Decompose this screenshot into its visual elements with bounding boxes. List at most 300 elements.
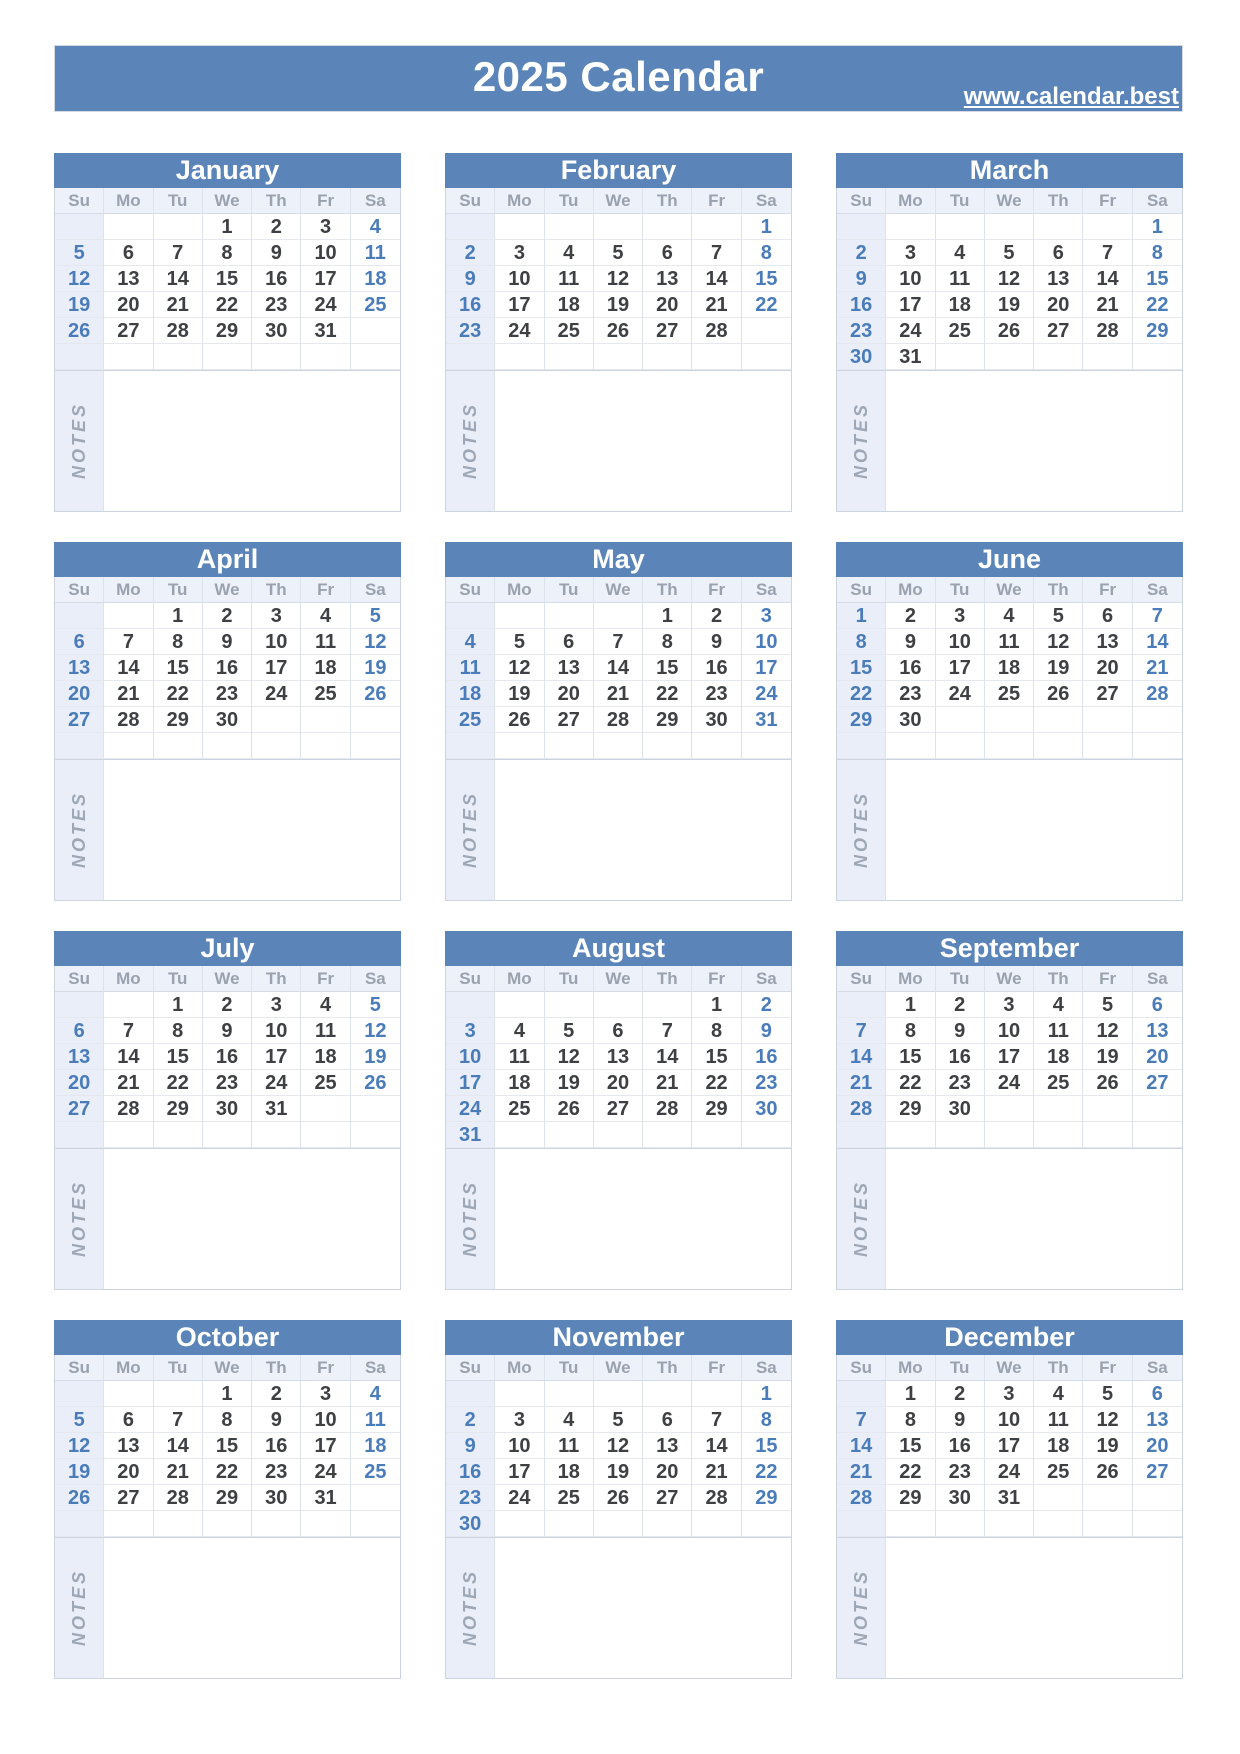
day-header-mo: Mo	[104, 577, 153, 603]
day-cell: 27	[1034, 318, 1083, 344]
day-cell: 21	[1083, 292, 1132, 318]
day-cell: 15	[203, 266, 252, 292]
empty-cell	[594, 344, 643, 370]
empty-cell	[55, 603, 104, 629]
day-cell: 15	[886, 1433, 935, 1459]
day-cell: 14	[837, 1044, 886, 1070]
day-header-su: Su	[837, 188, 886, 214]
day-cell: 30	[203, 1096, 252, 1122]
day-cell: 13	[1083, 629, 1132, 655]
empty-cell	[886, 214, 935, 240]
day-cell: 15	[154, 1044, 203, 1070]
day-cell: 21	[837, 1459, 886, 1485]
empty-cell	[545, 214, 594, 240]
day-cell: 13	[104, 1433, 153, 1459]
month-day-grid	[836, 188, 1183, 371]
day-header-fr: Fr	[1083, 966, 1132, 992]
day-cell: 18	[446, 681, 495, 707]
month-day-grid	[54, 577, 401, 760]
day-cell: 27	[594, 1096, 643, 1122]
day-cell: 12	[55, 1433, 104, 1459]
day-cell: 7	[1083, 240, 1132, 266]
day-cell: 14	[1133, 629, 1182, 655]
day-cell: 11	[545, 266, 594, 292]
day-cell: 26	[594, 1485, 643, 1511]
day-cell: 19	[594, 292, 643, 318]
day-cell: 23	[692, 681, 741, 707]
day-cell: 26	[351, 681, 400, 707]
empty-cell	[1083, 1511, 1132, 1537]
day-cell: 23	[936, 1459, 985, 1485]
empty-cell	[643, 1381, 692, 1407]
notes-label: NOTES	[850, 402, 871, 480]
day-cell: 10	[742, 629, 791, 655]
day-header-su: Su	[446, 966, 495, 992]
day-cell: 11	[301, 1018, 350, 1044]
day-cell: 10	[985, 1407, 1034, 1433]
day-cell: 31	[742, 707, 791, 733]
day-cell: 28	[692, 1485, 741, 1511]
day-header-su: Su	[446, 577, 495, 603]
day-cell: 27	[104, 318, 153, 344]
empty-cell	[545, 1511, 594, 1537]
day-header-sa: Sa	[351, 577, 400, 603]
empty-cell	[252, 707, 301, 733]
day-header-tu: Tu	[154, 577, 203, 603]
notes-area	[495, 760, 791, 900]
empty-cell	[495, 214, 544, 240]
month-title: August	[445, 931, 792, 966]
day-cell: 7	[154, 240, 203, 266]
day-cell: 13	[545, 655, 594, 681]
empty-cell	[1034, 344, 1083, 370]
day-cell: 17	[495, 292, 544, 318]
day-cell: 11	[1034, 1018, 1083, 1044]
day-cell: 16	[203, 655, 252, 681]
day-cell: 21	[692, 1459, 741, 1485]
day-cell: 21	[692, 292, 741, 318]
empty-cell	[55, 344, 104, 370]
empty-cell	[594, 603, 643, 629]
day-cell: 28	[692, 318, 741, 344]
day-cell: 2	[936, 1381, 985, 1407]
day-header-fr: Fr	[692, 577, 741, 603]
empty-cell	[104, 733, 153, 759]
empty-cell	[351, 344, 400, 370]
empty-cell	[1083, 707, 1132, 733]
day-cell: 21	[837, 1070, 886, 1096]
month-title: March	[836, 153, 1183, 188]
day-cell: 8	[643, 629, 692, 655]
day-cell: 14	[692, 1433, 741, 1459]
day-cell: 23	[886, 681, 935, 707]
day-cell: 3	[495, 1407, 544, 1433]
day-cell: 3	[446, 1018, 495, 1044]
day-cell: 13	[643, 1433, 692, 1459]
day-cell: 8	[886, 1018, 935, 1044]
empty-cell	[104, 1122, 153, 1148]
day-cell: 6	[55, 1018, 104, 1044]
day-header-th: Th	[252, 188, 301, 214]
empty-cell	[351, 1096, 400, 1122]
empty-cell	[742, 318, 791, 344]
empty-cell	[446, 603, 495, 629]
day-cell: 9	[742, 1018, 791, 1044]
day-cell: 15	[742, 266, 791, 292]
empty-cell	[692, 1381, 741, 1407]
notes-area	[104, 371, 400, 511]
day-header-we: We	[594, 1355, 643, 1381]
day-cell: 23	[742, 1070, 791, 1096]
day-cell: 10	[252, 1018, 301, 1044]
day-header-mo: Mo	[104, 1355, 153, 1381]
day-cell: 24	[495, 1485, 544, 1511]
empty-cell	[351, 707, 400, 733]
day-cell: 21	[643, 1070, 692, 1096]
day-cell: 24	[495, 318, 544, 344]
day-cell: 12	[1034, 629, 1083, 655]
empty-cell	[495, 1122, 544, 1148]
day-cell: 19	[1083, 1433, 1132, 1459]
day-cell: 12	[1083, 1407, 1132, 1433]
empty-cell	[643, 344, 692, 370]
notes-label-column	[837, 371, 886, 511]
day-cell: 27	[1083, 681, 1132, 707]
day-cell: 31	[301, 1485, 350, 1511]
notes-label: NOTES	[459, 402, 480, 480]
day-header-th: Th	[1034, 966, 1083, 992]
day-cell: 31	[301, 318, 350, 344]
day-cell: 10	[886, 266, 935, 292]
day-cell: 30	[252, 318, 301, 344]
day-cell: 14	[104, 655, 153, 681]
empty-cell	[55, 1122, 104, 1148]
day-cell: 6	[1133, 992, 1182, 1018]
day-cell: 30	[886, 707, 935, 733]
notes-label-column	[446, 1149, 495, 1289]
month-day-grid	[445, 966, 792, 1149]
month-december	[836, 1320, 1183, 1679]
empty-cell	[495, 1511, 544, 1537]
day-header-mo: Mo	[495, 188, 544, 214]
day-cell: 6	[1034, 240, 1083, 266]
day-cell: 24	[985, 1070, 1034, 1096]
day-cell: 21	[1133, 655, 1182, 681]
day-header-su: Su	[837, 1355, 886, 1381]
empty-cell	[495, 603, 544, 629]
day-cell: 9	[936, 1018, 985, 1044]
empty-cell	[643, 1511, 692, 1537]
empty-cell	[252, 1122, 301, 1148]
empty-cell	[301, 1511, 350, 1537]
day-cell: 16	[252, 266, 301, 292]
empty-cell	[154, 1122, 203, 1148]
notes-label: NOTES	[850, 1180, 871, 1258]
day-header-tu: Tu	[936, 1355, 985, 1381]
day-cell: 6	[643, 1407, 692, 1433]
day-header-tu: Tu	[154, 1355, 203, 1381]
day-cell: 7	[1133, 603, 1182, 629]
day-cell: 28	[104, 1096, 153, 1122]
empty-cell	[692, 1511, 741, 1537]
day-cell: 9	[837, 266, 886, 292]
day-cell: 25	[495, 1096, 544, 1122]
day-cell: 15	[643, 655, 692, 681]
day-cell: 11	[985, 629, 1034, 655]
day-cell: 28	[1083, 318, 1132, 344]
empty-cell	[985, 344, 1034, 370]
notes-label-column	[55, 760, 104, 900]
day-cell: 15	[742, 1433, 791, 1459]
notes-area	[104, 1149, 400, 1289]
day-cell: 10	[301, 240, 350, 266]
notes-label: NOTES	[459, 1180, 480, 1258]
day-cell: 23	[252, 1459, 301, 1485]
day-header-th: Th	[643, 577, 692, 603]
empty-cell	[301, 1122, 350, 1148]
notes-area	[495, 1149, 791, 1289]
empty-cell	[594, 992, 643, 1018]
month-day-grid	[54, 188, 401, 371]
day-cell: 13	[594, 1044, 643, 1070]
day-cell: 26	[55, 318, 104, 344]
notes-section	[445, 371, 792, 512]
day-cell: 10	[495, 1433, 544, 1459]
day-cell: 7	[643, 1018, 692, 1044]
day-cell: 5	[55, 240, 104, 266]
day-cell: 9	[252, 1407, 301, 1433]
notes-area	[495, 1538, 791, 1678]
day-cell: 8	[154, 1018, 203, 1044]
month-august	[445, 931, 792, 1290]
empty-cell	[1083, 1096, 1132, 1122]
empty-cell	[1083, 344, 1132, 370]
day-header-su: Su	[446, 188, 495, 214]
day-cell: 8	[742, 240, 791, 266]
empty-cell	[495, 992, 544, 1018]
day-cell: 30	[692, 707, 741, 733]
day-cell: 27	[1133, 1070, 1182, 1096]
day-cell: 22	[643, 681, 692, 707]
day-cell: 15	[154, 655, 203, 681]
day-cell: 1	[742, 1381, 791, 1407]
day-cell: 22	[1133, 292, 1182, 318]
empty-cell	[495, 1381, 544, 1407]
notes-section	[54, 760, 401, 901]
month-day-grid	[836, 577, 1183, 760]
empty-cell	[104, 214, 153, 240]
month-title: December	[836, 1320, 1183, 1355]
notes-label: NOTES	[850, 1569, 871, 1647]
empty-cell	[692, 344, 741, 370]
website-link[interactable]: www.calendar.best	[963, 83, 1179, 110]
day-cell: 19	[55, 1459, 104, 1485]
day-cell: 17	[985, 1044, 1034, 1070]
empty-cell	[301, 707, 350, 733]
day-cell: 23	[203, 1070, 252, 1096]
day-cell: 3	[985, 1381, 1034, 1407]
notes-label-column	[55, 371, 104, 511]
day-header-tu: Tu	[936, 577, 985, 603]
day-header-fr: Fr	[692, 1355, 741, 1381]
day-header-su: Su	[55, 966, 104, 992]
day-header-fr: Fr	[301, 966, 350, 992]
empty-cell	[495, 344, 544, 370]
day-cell: 16	[837, 292, 886, 318]
notes-section	[445, 760, 792, 901]
empty-cell	[594, 1122, 643, 1148]
day-cell: 25	[936, 318, 985, 344]
day-cell: 12	[55, 266, 104, 292]
month-february	[445, 153, 792, 512]
day-cell: 1	[886, 1381, 935, 1407]
day-cell: 29	[837, 707, 886, 733]
day-cell: 19	[985, 292, 1034, 318]
empty-cell	[643, 214, 692, 240]
month-september	[836, 931, 1183, 1290]
day-header-we: We	[594, 577, 643, 603]
day-cell: 19	[545, 1070, 594, 1096]
day-cell: 22	[692, 1070, 741, 1096]
day-cell: 30	[936, 1096, 985, 1122]
day-cell: 9	[446, 1433, 495, 1459]
day-cell: 20	[104, 292, 153, 318]
day-header-fr: Fr	[1083, 1355, 1132, 1381]
day-cell: 20	[545, 681, 594, 707]
day-header-tu: Tu	[936, 188, 985, 214]
day-header-th: Th	[252, 1355, 301, 1381]
month-day-grid	[836, 1355, 1183, 1538]
empty-cell	[203, 1511, 252, 1537]
day-cell: 7	[104, 629, 153, 655]
day-cell: 7	[104, 1018, 153, 1044]
day-cell: 24	[252, 1070, 301, 1096]
empty-cell	[594, 214, 643, 240]
day-cell: 13	[643, 266, 692, 292]
day-cell: 15	[886, 1044, 935, 1070]
day-cell: 14	[154, 1433, 203, 1459]
day-header-mo: Mo	[104, 188, 153, 214]
empty-cell	[1133, 1511, 1182, 1537]
day-cell: 28	[594, 707, 643, 733]
day-header-su: Su	[446, 1355, 495, 1381]
day-cell: 17	[886, 292, 935, 318]
day-cell: 4	[545, 240, 594, 266]
empty-cell	[203, 1122, 252, 1148]
day-cell: 22	[886, 1459, 935, 1485]
day-cell: 20	[104, 1459, 153, 1485]
day-cell: 6	[104, 1407, 153, 1433]
day-cell: 4	[545, 1407, 594, 1433]
day-header-tu: Tu	[936, 966, 985, 992]
day-cell: 20	[594, 1070, 643, 1096]
day-cell: 25	[985, 681, 1034, 707]
day-cell: 30	[446, 1511, 495, 1537]
day-cell: 19	[55, 292, 104, 318]
month-title: January	[54, 153, 401, 188]
day-cell: 9	[936, 1407, 985, 1433]
day-cell: 21	[154, 1459, 203, 1485]
empty-cell	[1133, 1122, 1182, 1148]
empty-cell	[837, 1122, 886, 1148]
day-cell: 22	[886, 1070, 935, 1096]
day-cell: 29	[886, 1096, 935, 1122]
day-cell: 3	[985, 992, 1034, 1018]
day-cell: 1	[886, 992, 935, 1018]
day-cell: 29	[154, 1096, 203, 1122]
day-header-fr: Fr	[1083, 577, 1132, 603]
day-cell: 25	[301, 1070, 350, 1096]
notes-label: NOTES	[68, 791, 89, 869]
page-banner	[54, 45, 1183, 112]
empty-cell	[1034, 707, 1083, 733]
day-cell: 17	[446, 1070, 495, 1096]
day-header-th: Th	[1034, 1355, 1083, 1381]
day-cell: 12	[495, 655, 544, 681]
day-cell: 28	[1133, 681, 1182, 707]
day-cell: 14	[104, 1044, 153, 1070]
day-cell: 11	[351, 1407, 400, 1433]
empty-cell	[351, 1122, 400, 1148]
day-cell: 16	[446, 292, 495, 318]
day-cell: 14	[154, 266, 203, 292]
day-cell: 30	[936, 1485, 985, 1511]
empty-cell	[55, 733, 104, 759]
month-day-grid	[54, 1355, 401, 1538]
day-cell: 26	[495, 707, 544, 733]
day-cell: 22	[154, 1070, 203, 1096]
notes-section	[836, 760, 1183, 901]
day-cell: 17	[936, 655, 985, 681]
day-cell: 16	[742, 1044, 791, 1070]
day-cell: 27	[643, 318, 692, 344]
day-cell: 5	[1083, 1381, 1132, 1407]
day-cell: 8	[742, 1407, 791, 1433]
day-header-th: Th	[252, 577, 301, 603]
day-cell: 11	[1034, 1407, 1083, 1433]
day-header-sa: Sa	[351, 1355, 400, 1381]
day-cell: 28	[104, 707, 153, 733]
day-cell: 30	[252, 1485, 301, 1511]
empty-cell	[1133, 733, 1182, 759]
day-cell: 29	[203, 1485, 252, 1511]
day-cell: 28	[643, 1096, 692, 1122]
day-cell: 21	[594, 681, 643, 707]
day-cell: 13	[104, 266, 153, 292]
day-header-th: Th	[643, 1355, 692, 1381]
day-cell: 25	[1034, 1459, 1083, 1485]
day-cell: 21	[154, 292, 203, 318]
notes-label: NOTES	[459, 1569, 480, 1647]
day-header-we: We	[985, 966, 1034, 992]
notes-label-column	[837, 1149, 886, 1289]
empty-cell	[1083, 1485, 1132, 1511]
day-header-mo: Mo	[495, 966, 544, 992]
empty-cell	[1034, 1485, 1083, 1511]
day-cell: 24	[742, 681, 791, 707]
day-cell: 28	[154, 1485, 203, 1511]
day-cell: 3	[252, 603, 301, 629]
month-july	[54, 931, 401, 1290]
day-cell: 4	[446, 629, 495, 655]
day-cell: 15	[837, 655, 886, 681]
day-cell: 13	[1133, 1407, 1182, 1433]
day-cell: 12	[1083, 1018, 1132, 1044]
notes-section	[445, 1149, 792, 1290]
day-cell: 14	[594, 655, 643, 681]
day-cell: 31	[252, 1096, 301, 1122]
day-cell: 27	[55, 707, 104, 733]
